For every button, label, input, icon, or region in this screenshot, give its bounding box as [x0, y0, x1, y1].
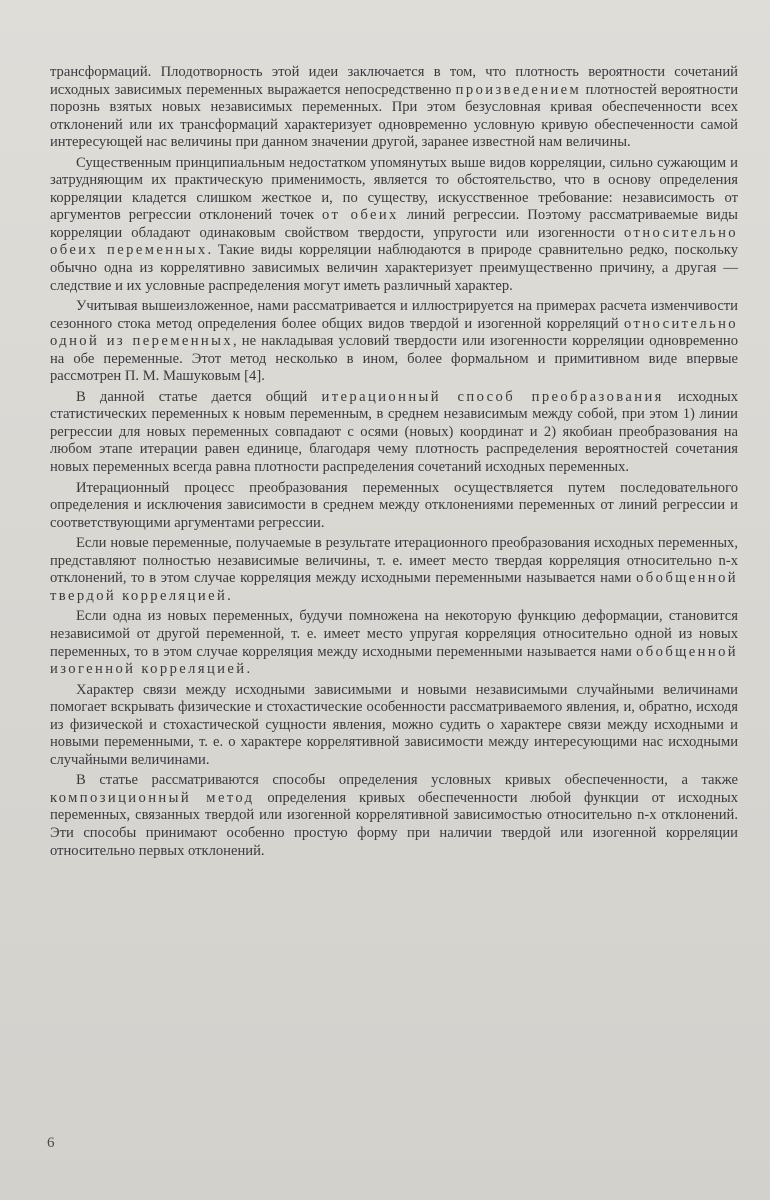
emphasis-run: обобщенной твердой корреляцией: [50, 570, 738, 604]
paragraph: [50, 480, 738, 533]
emphasis-run: относительно обеих переменных: [50, 224, 738, 259]
text-run: В данной статье дается общий: [76, 388, 322, 405]
text-run: .: [246, 661, 251, 678]
paragraph: [50, 298, 738, 386]
text-run: Учитывая вышеизложенное, нами рассматривается и иллюстрируется на примерах расчета изменчивости сезонного стока метод определения более общих видов твердой и изогенной корреляций: [50, 298, 738, 332]
paragraph: [50, 64, 738, 152]
page-number: 6: [47, 1135, 55, 1151]
paragraph: [50, 155, 738, 295]
emphasis-run: обобщенной изогенной корреляцией: [50, 643, 738, 678]
text-run: В статье рассматриваются способы определения условных кривых обеспеченности, а также: [76, 772, 738, 789]
emphasis-run: относительно одной из переменных: [50, 315, 738, 350]
emphasis-run: от обеих: [321, 207, 399, 224]
paragraph: [50, 535, 738, 605]
text-run: плотностей вероятности порознь взятых новых независимых переменных. При этом безусловная кривая обеспеченности всех отклонений или их трансформаций характеризует одновременно условную кривую обеспеченности самой интересующей нас величины при данном значении другой, заранее известной нам величины.: [50, 81, 739, 151]
text-run: Если одна из новых переменных, будучи помножена на некоторую функцию деформации, становится независимой от другой переменной, т. е. имеет место упругая корреляция относительно одной из новых переменных, то в этом случае корреляция между исходными переменными называется нами: [50, 608, 738, 660]
text-run: Если новые переменные, получаемые в результате итерационного преобразования исходных переменных, представляют полностью независимые величины, т. е. имеет место твердая корреляция относительно n-x отклонений, то в этом случае корреляция между исходными переменными называется нами: [50, 535, 738, 587]
text-run: линий регрессии. Поэтому рассматриваемые виды корреляции обладают одинаковым свойством твердости, упругости или изогенности: [50, 207, 738, 241]
text-run: трансформаций. Плодотворность этой идеи заключается в том, что плотность вероятности сочетаний исходных зависимых переменных выражается непосредственно: [50, 64, 738, 98]
text-run: , не накладывая условий твердости или изогенности корреляции одновременно на обе переменные. Этот метод несколько в ином, более формальном и примитивном виде впервые рассмотрен П. М. Машуковым [4].: [50, 333, 738, 385]
text-run: Итерационный процесс преобразования переменных осуществляется путем последовательного определения и исключения зависимости в среднем между отклонениями переменных от линий регрессии и соответствующими аргументами регрессии.: [50, 479, 738, 531]
text-run: определения кривых обеспеченности любой функции от исходных переменных, связанных твердой или изогенной коррелятивной зависимостью относительно n-x отклонений. Эти способы принимают особенно простую форму при наличии твердой или изогенной корреляции относительно первых отклонений.: [50, 789, 738, 859]
emphasis-run: произведением: [455, 81, 582, 98]
paragraph: [50, 682, 738, 770]
paragraph: [50, 772, 738, 860]
text-run: Существенным принципиальным недостатком упомянутых выше видов корреляции, сильно сужающим и затрудняющим их практическую применимость, является то обстоятельство, что в основу определения корреляции кладется слишком жесткое и, по существу, искусственное требование: независимость от аргументов регрессии отклонений точек: [50, 154, 738, 224]
emphasis-run: итерационный способ преобразования: [321, 388, 664, 405]
text-run: исходных статистических переменных к новым переменным, в среднем независимым между собой, при этом 1) линии регрессии для новых переменных совпадают с осями (новых) координат и 2) якобиан преобразования на любом этапе итерации равен единице, благодаря чему плотность распределения вероятностей сочетания новых переменных всегда равна плотности распределения сочетаний исходных переменных.: [50, 388, 738, 476]
text-run: . Такие виды корреляции наблюдаются в природе сравнительно редко, поскольку обычно одна из коррелятивно зависимых величин характеризует преимущественно причину, а другая — следствие и их условные распределения могут иметь различный характер.: [50, 242, 738, 294]
paragraph: [50, 608, 738, 678]
text-run: .: [227, 587, 231, 604]
text-run: Характер связи между исходными зависимыми и новыми независимыми случайными величинами помогает вскрывать физические и стохастические особенности рассматриваемого явления, и, обратно, исходя из физической и стохастической сущности явления, можно судить о характере связи между исходными и новыми переменными, т. е. о характере коррелятивной зависимости между интересующими нас исходными случайными величинами.: [50, 681, 738, 768]
emphasis-run: композиционный метод: [50, 789, 255, 806]
paragraph: [50, 389, 738, 477]
body-text: [50, 64, 738, 863]
